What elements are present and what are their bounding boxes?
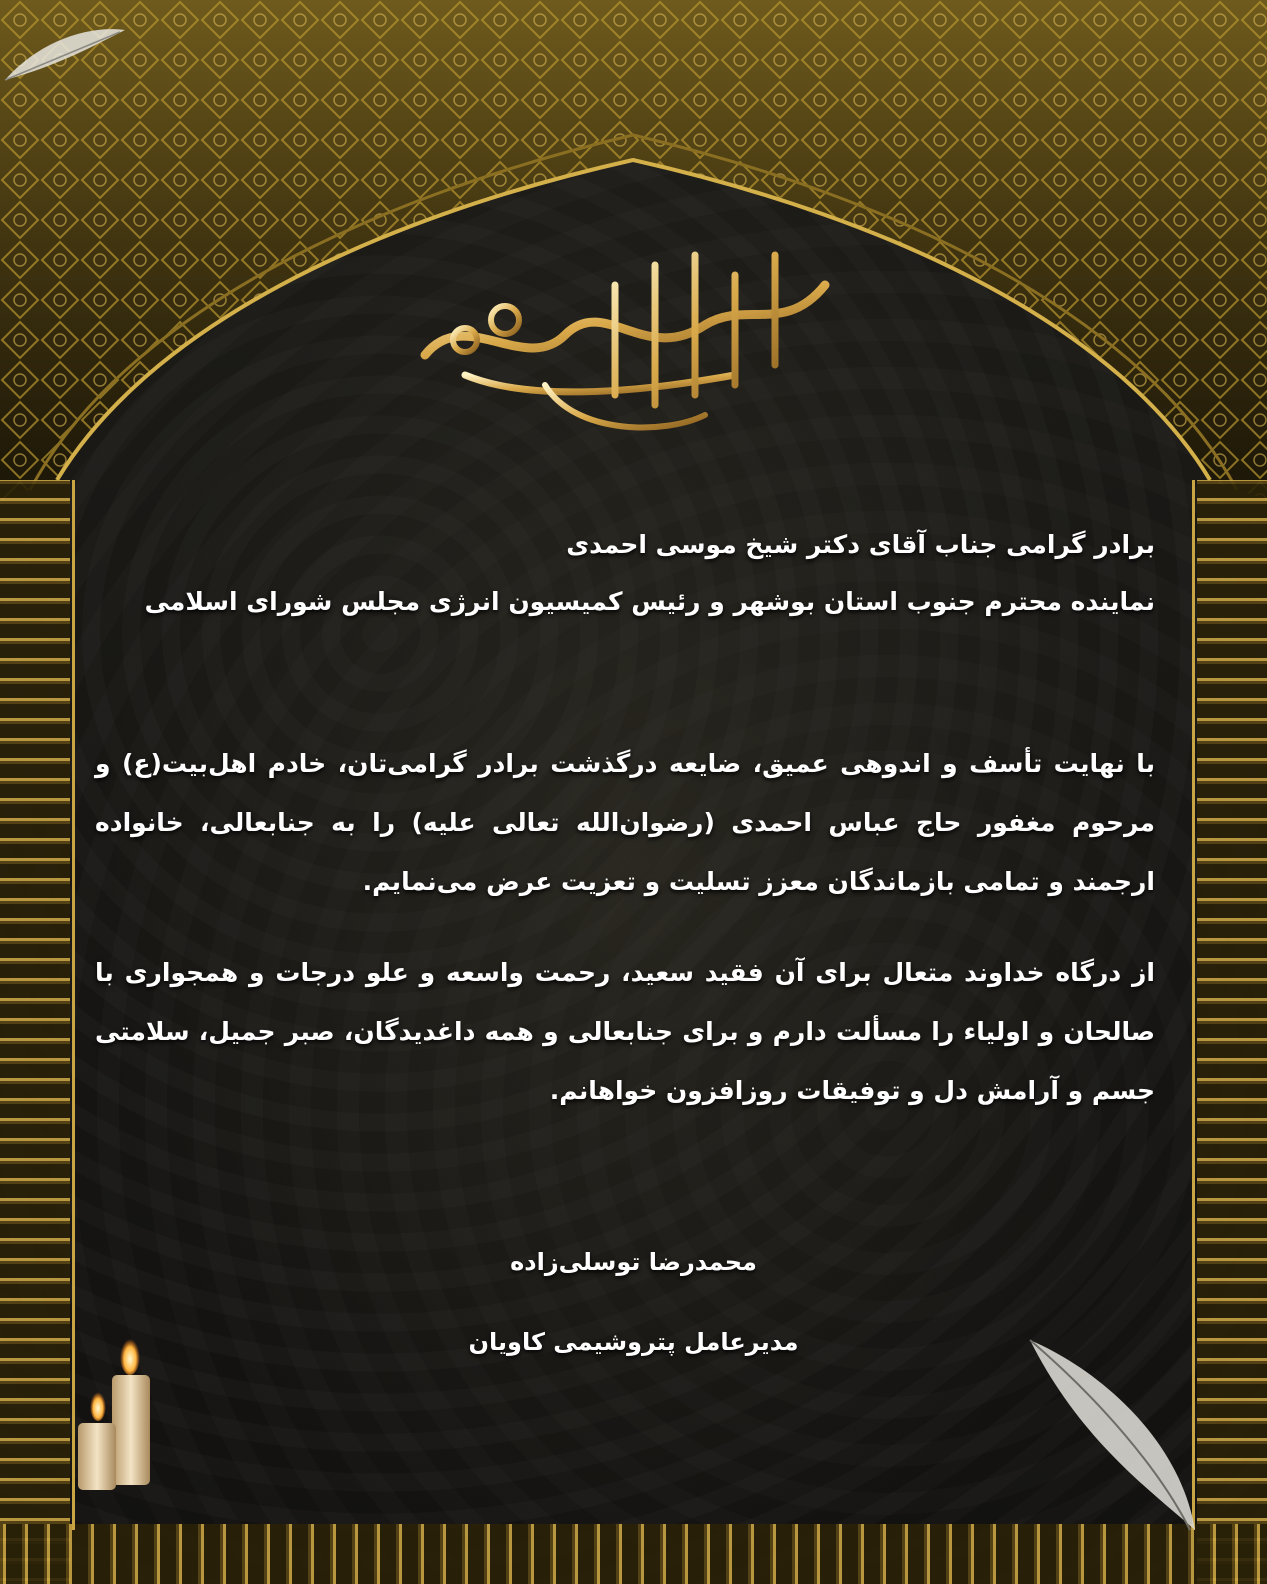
condolence-paragraph-2: از درگاه خداوند متعال برای آن فقید سعید، رحمت واسعه و علو درجات و همجواری با صالحان و اولیاء را مسألت دارم و برای جنابعالی و همه داغدیدگان، صبر جمیل، سلامتی جسم و آرامش دل و توفیقات روزافزون خواهانم.: [95, 958, 1155, 1105]
right-ornamental-border: [1197, 480, 1267, 1584]
candles-icon: [70, 1335, 165, 1495]
condolence-paragraph-1: با نهایت تأسف و اندوهی عمیق، ضایعه درگذشت برادر گرامی‌تان، خادم اهل‌بیت(ع) و مرحوم مغفور حاج عباس احمدی (رضوان‌الله تعالی علیه) را به جنابعالی، خانواده ارجمند و تمامی بازماندگان معزز تسلیت و تعزیت عرض می‌نمایم.: [95, 749, 1155, 896]
addressee-line-2: نماینده محترم جنوب استان بوشهر و رئیس کمیسیون انرژی مجلس شورای اسلامی: [144, 587, 1155, 616]
feather-icon: [1010, 1330, 1200, 1540]
feather-icon-top: [0, 20, 130, 90]
addressee-line-1: برادر گرامی جناب آقای دکتر شیخ موسی احمدی: [566, 530, 1155, 559]
signature-name: محمدرضا توسلی‌زاده: [510, 1248, 757, 1276]
calligraphy-emblem: [405, 225, 845, 440]
left-ornamental-border: [0, 480, 70, 1584]
signature-title: مدیرعامل پتروشیمی کاویان: [468, 1328, 799, 1356]
